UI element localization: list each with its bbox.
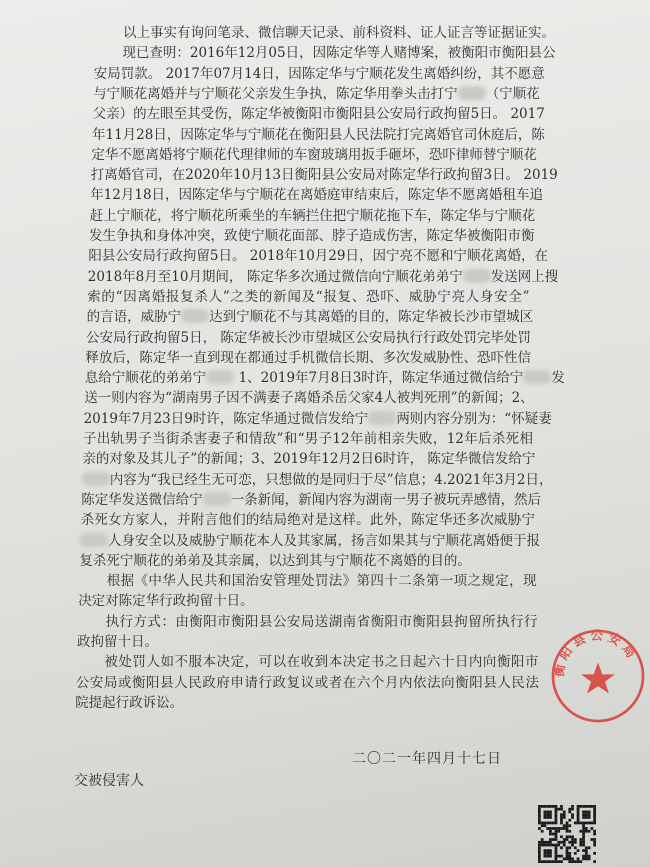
text-segment: 内容为“我已经生无可恋，只想做的是同归于尽”信息；4.2021年3月2日，	[109, 471, 553, 488]
text-segment: 复杀死宁顺花的弟弟及其亲属，以达到其与宁顺花不离婚的目的。	[79, 552, 471, 569]
text-segment: 被处罚人如不服本决定，可以在收到本决定书之日起六十日内向衡阳市	[104, 654, 539, 671]
text-line	[75, 694, 183, 713]
text-segment: 阳县公安局行政拘留5日。 2018年10月29日，因宁亮不愿和宁顺花离婚，在	[88, 248, 548, 265]
text-segment: 定华不愿离婚将宁顺花代理律师的车窗玻璃用扳手砸坏，恐吓律师替宁顺花	[91, 146, 537, 163]
text-line	[87, 268, 559, 287]
text-segment: 2019年7月23日9时许，陈定华通过微信发给宁	[83, 410, 369, 427]
text-segment: 公安局行政拘留5日， 陈定华被长沙市望城区公安局执行行政处罚完毕处罚	[86, 329, 531, 346]
text-line	[82, 450, 536, 469]
text-segment: 人身安全以及威胁宁顺花本人及其家属，扬言如果其与宁顺花离婚便于报	[108, 532, 540, 549]
text-segment: 一条新闻，新闻内容为湖南一男子被玩弄感情，然后	[230, 491, 542, 508]
redacted-name	[80, 533, 108, 547]
text-line	[82, 471, 553, 490]
text-segment: 的言语，威胁宁	[86, 309, 182, 326]
text-segment: 以上事实有询问笔录、微信聊天记录、前科资料、证人证言等证据证实。	[123, 25, 555, 41]
text-segment: 送一则内容为“湖南男子因不满妻子离婚杀岳父家4人被判死刑”的新闻；2、	[84, 390, 534, 407]
text-segment: 释放后，陈定华一直到现在都通过手机微信长期、多次发威胁性、恐吓性信	[85, 349, 531, 366]
redacted-name	[181, 309, 209, 323]
text-segment: 发	[551, 370, 565, 387]
text-segment: 发送网上搜	[490, 268, 559, 285]
text-segment: 决定对陈定华行政拘留十日。	[78, 593, 254, 610]
redacted-name	[523, 370, 551, 384]
text-segment: 赶上宁顺花，将宁顺花所乘坐的车辆拦住把宁顺花拖下车，陈定华与宁顺花	[89, 207, 536, 224]
redacted-name	[203, 492, 231, 506]
redacted-name	[82, 472, 110, 486]
text-segment: （宁顺花	[485, 85, 540, 102]
text-segment: 根据《中华人民共和国治安管理处罚法》第四十二条第一项之规定，现	[106, 573, 537, 590]
text-segment: 年11月28日，因陈定华与宁顺花在衡阳县人民法院打完离婚官司休庭后，陈	[92, 126, 545, 143]
text-line	[93, 65, 545, 84]
text-line	[93, 85, 540, 104]
text-segment: 杀死女方家人，并附言他们的结局绝对是这样。此外，陈定华还多次威胁宁	[80, 512, 535, 529]
text-line	[92, 126, 545, 145]
text-segment: 1、2019年7月8日3时许，陈定华通过微信给宁	[234, 370, 524, 387]
issue-date: 二〇二一年四月十七日	[352, 751, 502, 767]
text-line	[123, 24, 555, 43]
text-segment: 年12月18日，因陈定华与宁顺花在离婚庭审结束后，陈定华不愿离婚租车追	[90, 187, 544, 204]
text-segment: 父亲）的左眼至其受伤，陈定华被衡阳市衡阳县公安局行政拘留5日。 2017	[92, 106, 545, 123]
official-seal	[550, 628, 646, 724]
text-line	[87, 288, 529, 307]
text-line	[84, 369, 565, 388]
text-line	[86, 308, 534, 327]
text-line	[81, 491, 542, 510]
text-line	[89, 227, 535, 246]
text-segment: 达到宁顺花不与其离婚的目的，陈定华被长沙市望城区	[209, 309, 534, 326]
text-segment: 2018年8月至10月期间， 陈定华多次通过微信向宁顺花弟弟宁	[87, 268, 463, 285]
text-line	[78, 592, 254, 611]
text-line	[89, 207, 536, 226]
text-line	[86, 329, 531, 348]
text-segment: 现已查明：2016年12月05日，因陈定华等人赌博案，被衡阳市衡阳县公	[122, 45, 556, 62]
text-segment: 院提起行政诉讼。	[75, 694, 184, 711]
text-line	[92, 105, 545, 124]
text-line	[85, 349, 531, 368]
redacted-name	[206, 370, 234, 384]
text-segment: 打离婚官司，在2020年10月13日衡阳县公安局对陈定华行政拘留3日。 2019	[90, 167, 558, 184]
text-line	[106, 613, 538, 632]
text-line	[80, 532, 540, 551]
text-segment: 公安局或衡阳县人民政府申请行政复议或者在六个月内依法向衡阳县人民法	[75, 674, 539, 691]
text-segment: 安局罚款。 2017年07月14日，因陈定华与宁顺花发生离婚纠纷，其不愿意	[93, 65, 545, 82]
text-line	[84, 389, 532, 408]
text-line	[122, 44, 556, 63]
text-segment: 息给宁顺花的弟弟宁	[84, 370, 207, 387]
qr-code	[538, 805, 596, 863]
text-line	[81, 511, 535, 530]
text-line	[107, 572, 537, 591]
text-segment: 陈定华发送微信给宁	[81, 491, 203, 508]
redacted-name	[368, 411, 396, 425]
text-segment: 执行方式：由衡阳市衡阳县公安局送湖南省衡阳市衡阳县拘留所执行行	[105, 613, 538, 630]
seal-text: 衡阳县公安局	[550, 628, 642, 678]
text-segment: 亲的对象及其儿子”的新闻；3、2019年12月2日6时许， 陈定华微信发给宁	[82, 451, 536, 468]
text-line	[90, 186, 544, 205]
text-segment: 两则内容分别为：“怀疑妻	[396, 410, 552, 427]
redacted-name	[458, 86, 486, 100]
text-line	[77, 633, 158, 652]
text-line	[83, 430, 533, 449]
text-line	[90, 166, 558, 185]
text-segment: 发生争执和身体冲突，致使宁顺花面部、脖子造成伤害，陈定华被衡阳市衡	[89, 228, 535, 244]
redacted-name	[463, 269, 491, 283]
text-line	[91, 146, 537, 165]
text-line	[76, 674, 539, 693]
text-segment: 政拘留十日。	[77, 634, 158, 650]
text-segment: 与宁顺花离婚并与宁顺花父亲发生争执，陈定华用拳头击打宁	[93, 85, 458, 102]
text-segment: 索的“因离婚报复杀人”之类的新闻及“报复、恐吓、威胁宁亮人身安全”	[87, 288, 530, 305]
text-line	[79, 552, 471, 571]
copy-recipient: 交被侵害人	[74, 773, 144, 789]
text-line	[88, 247, 548, 266]
text-segment: 子出轨男子当街杀害妻子和情敌”和“男子12年前相亲失败，12年后杀死相	[83, 431, 533, 447]
text-line	[104, 653, 538, 672]
seal-star-icon	[581, 662, 615, 693]
text-line	[83, 410, 552, 429]
